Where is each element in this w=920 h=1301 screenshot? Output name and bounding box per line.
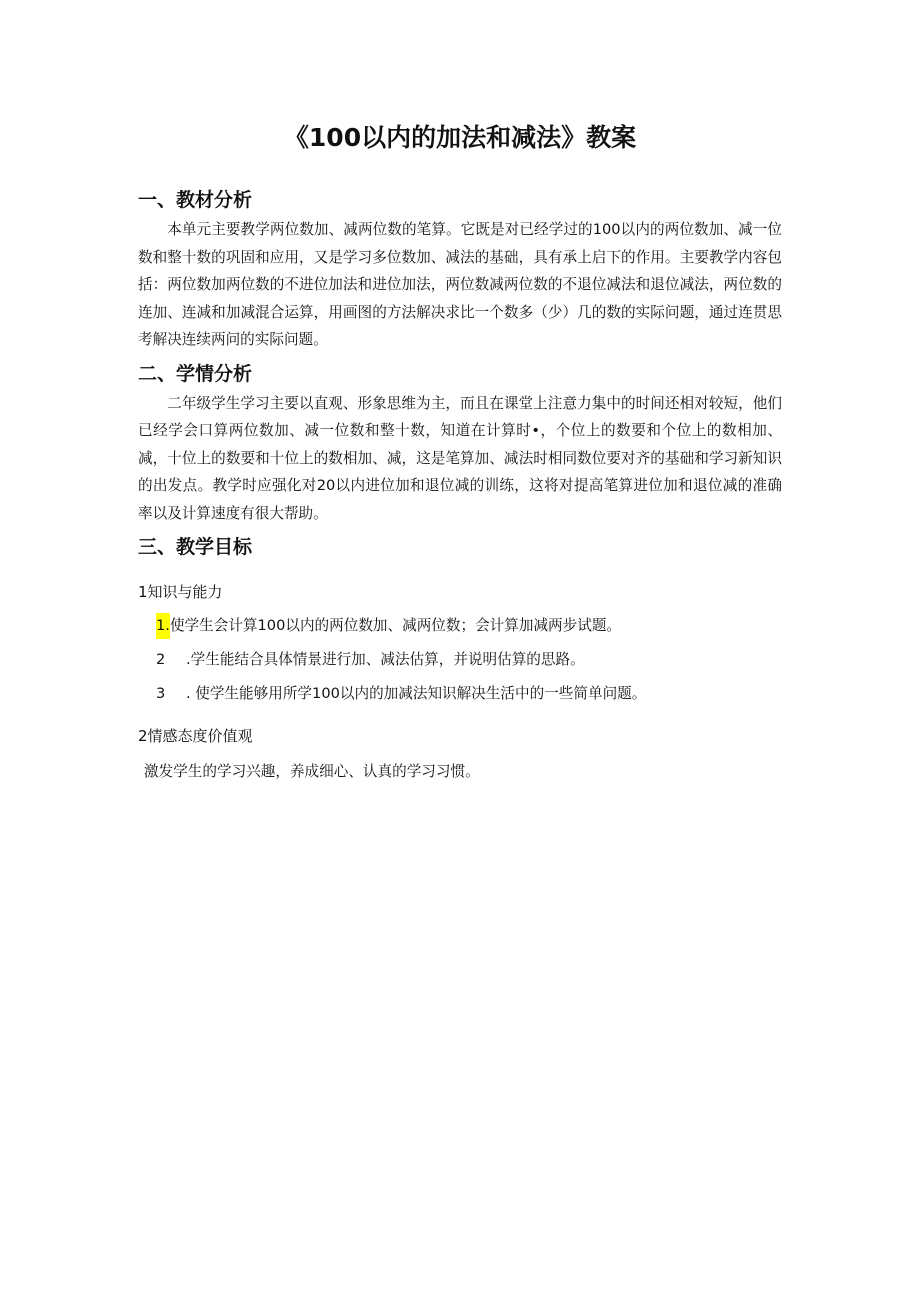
goal-text: .学生能结合具体情景进行加、减法估算，并说明估算的思路。: [186, 651, 585, 668]
document-title: 《100以内的加法和减法》教案: [283, 123, 637, 152]
section-learners: [138, 358, 782, 528]
section-paragraph-materials: 本单元主要教学两位数加、减两位数的笔算。它既是对已经学过的100以内的两位数加、减一位数和整十数的巩固和应用，又是学习多位数加、减法的基础，具有承上启下的作用。主要教学内容包括：两位数加两位数的不进位加法和进位加法，两位数减两位数的不退位减法和退位减法，两位数的连加、连减和加减混合运算，用画图的方法解决求比一个数多（少）几的数的实际问题，通过连贯思考解决连续两问的实际问题。: [138, 221, 782, 348]
section-paragraph-learners: 二年级学生学习主要以直观、形象思维为主，而且在课堂上注意力集中的时间还相对较短，他们已经学会口算两位数加、减一位数和整十数，知道在计算时•，个位上的数要和个位上的数相加、减，十位上的数要和十位上的数相加、减，这是笔算加、减法时相同数位要对齐的基础和学习新知识的出发点。教学时应强化对20以内进位加和退位减的训练，这将对提高笔算进位加和退位减的准确率以及计算速度有很大帮助。: [138, 394, 782, 522]
goal-item: [156, 613, 782, 639]
emotion-goal-text: 激发学生的学习兴趣，养成细心、认真的学习习惯。: [144, 763, 480, 780]
section-heading-goals: 三、教学目标: [138, 536, 253, 558]
goal-number: 1.: [156, 613, 170, 639]
section-heading-learners: 二、学情分析: [138, 362, 253, 385]
section-heading-materials: 一、教材分析: [138, 189, 253, 211]
subheading-emotion-attitude: 2情感态度价值观: [138, 727, 253, 745]
goal-item: [156, 681, 782, 707]
goal-text: 使学生会计算100以内的两位数加、减两位数；会计算加减两步试题。: [169, 617, 622, 634]
subheading-knowledge-ability: 1知识与能力: [138, 583, 223, 601]
goal-number: 2: [156, 651, 166, 668]
section-goals: [138, 531, 782, 785]
goal-number: 3: [156, 685, 166, 702]
section-materials: [138, 184, 782, 354]
goal-item: [156, 647, 782, 673]
goal-text: . 使学生能够用所学100以内的加减法知识解决生活中的一些简单问题。: [186, 685, 647, 702]
